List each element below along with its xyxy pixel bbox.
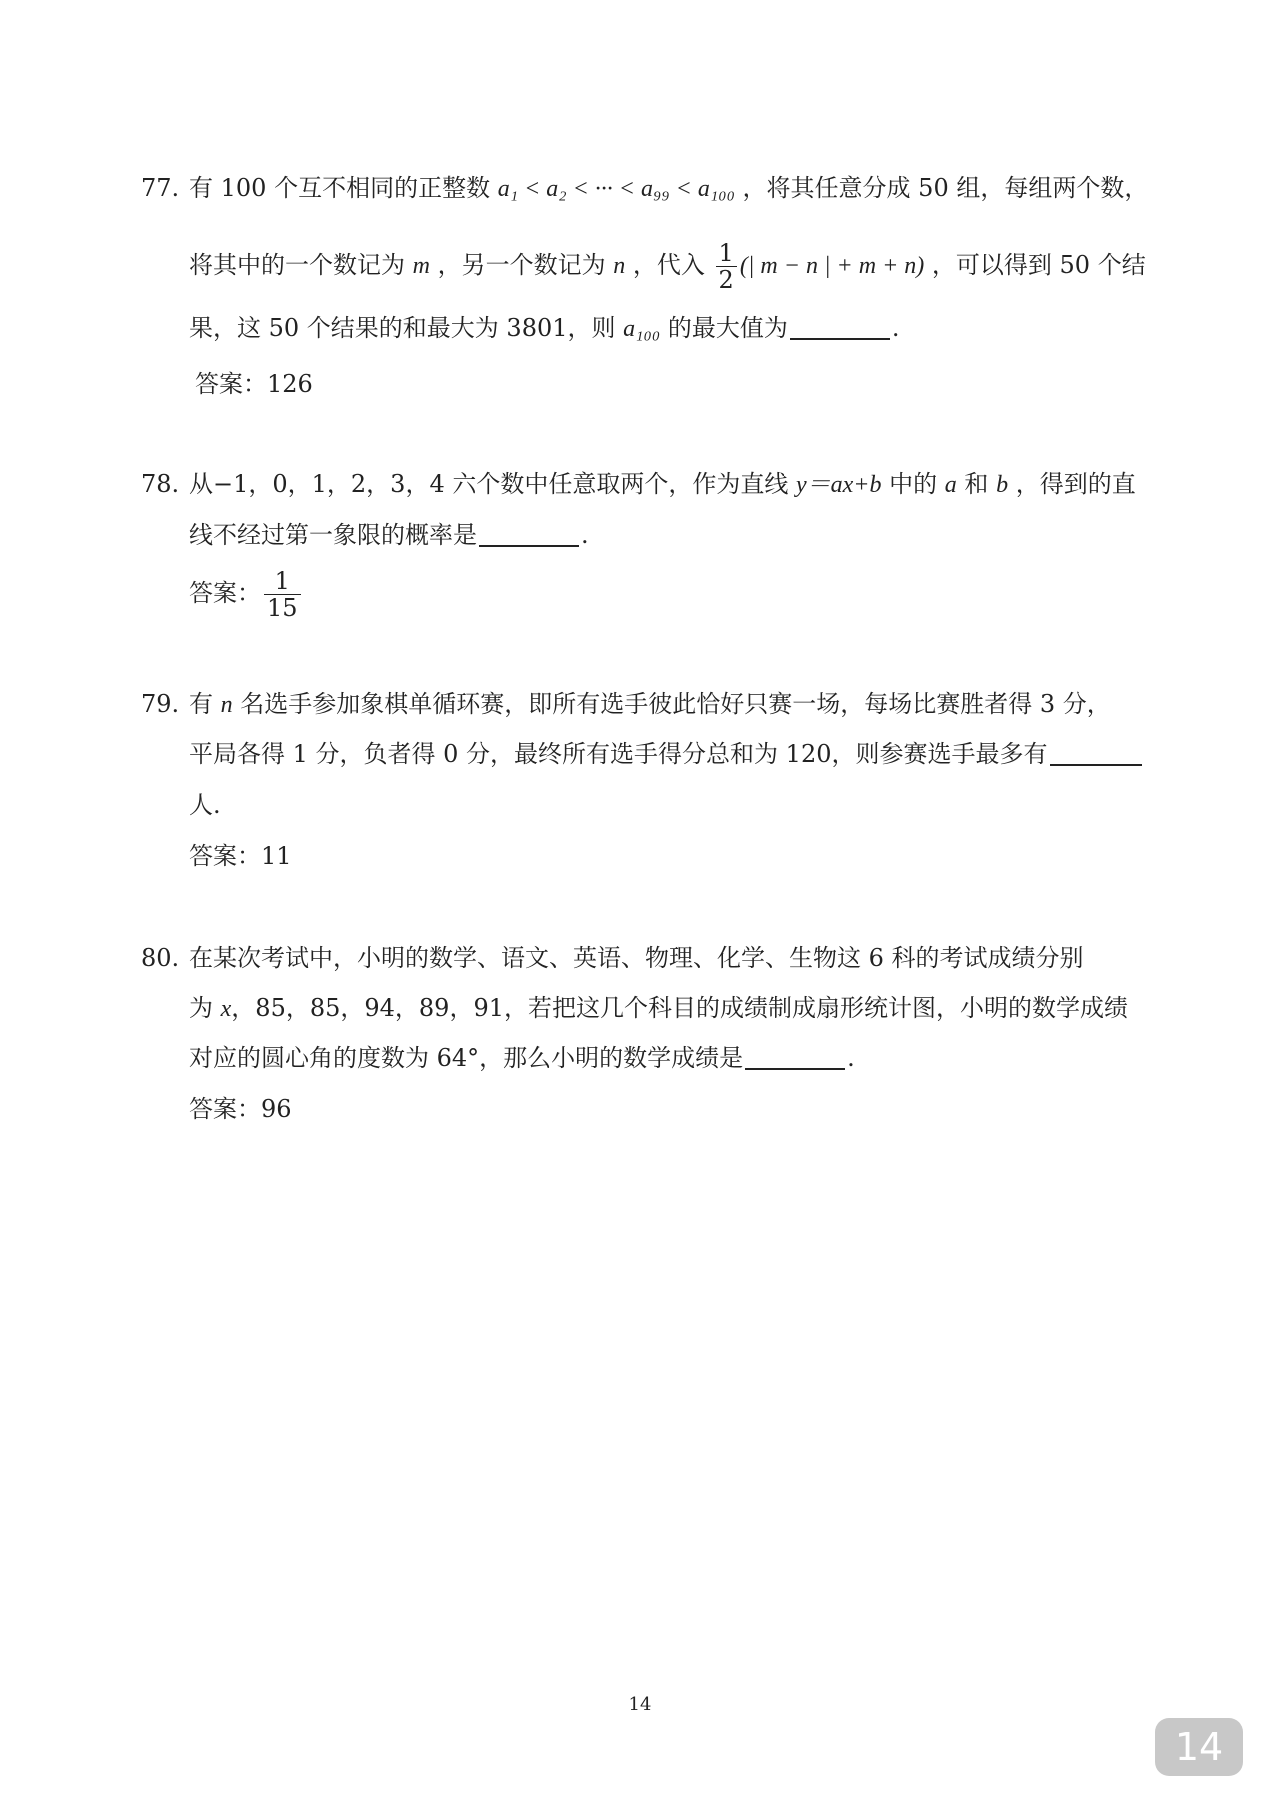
- question-text-line: [189, 519, 589, 551]
- text-span: ，85，85，94，89，91，若把这几个科目的成绩制成扇形统计图，小明的数学成绩: [231, 994, 1128, 1022]
- text-span: 名选手参加象棋单循环赛，即所有选手彼此恰好只赛一场，每场比赛胜者得 3 分，: [240, 690, 1111, 718]
- math-variable: n: [220, 692, 233, 718]
- fraction-numerator: 1: [716, 240, 737, 267]
- text-span: 将其中的一个数记为: [189, 251, 405, 279]
- question-text-line: [189, 738, 1144, 770]
- answer: [189, 568, 304, 621]
- text-span: .: [581, 521, 589, 549]
- math-sequence: a₁ < a₂ < ··· < a₉₉ < a₁₀₀: [497, 176, 735, 202]
- answer-blank: [1050, 738, 1142, 766]
- text-span: 中的: [889, 470, 938, 498]
- question-number: 79.: [141, 690, 180, 718]
- math-variable: n: [613, 253, 626, 279]
- text-span: 有: [189, 690, 213, 718]
- math-equation: y＝ax+b: [796, 472, 882, 498]
- fraction-numerator: 1: [264, 568, 301, 595]
- text-span: 人.: [189, 791, 221, 819]
- text-span: 有 100 个互不相同的正整数: [189, 174, 491, 202]
- math-variable: x: [220, 996, 232, 1022]
- question-text-line: [189, 468, 1136, 501]
- text-span: 平局各得 1 分，负者得 0 分，最终所有选手得分总和为 120，则参赛选手最多有: [189, 740, 1048, 768]
- text-span: ，另一个数记为: [437, 251, 606, 279]
- text-span: 线不经过第一象限的概率是: [189, 521, 477, 549]
- answer-label: 答案：: [189, 579, 261, 607]
- question-text-line: [189, 312, 899, 345]
- text-span: 的最大值为: [667, 314, 788, 342]
- question-text-line: [189, 1042, 855, 1074]
- question-text-line: [189, 172, 1148, 205]
- math-variable: a: [944, 472, 957, 498]
- question-text-line: [189, 942, 1084, 974]
- text-span: .: [847, 1044, 855, 1072]
- text-span: .: [891, 314, 900, 342]
- page-number: 14: [628, 1694, 652, 1715]
- text-span: 为: [189, 994, 213, 1022]
- page-indicator-badge[interactable]: 14: [1155, 1718, 1243, 1776]
- fraction-denominator: 15: [267, 594, 298, 622]
- math-variable: b: [996, 472, 1009, 498]
- text-span: ，将其任意分成 50 组，每组两个数，: [742, 174, 1149, 202]
- answer: 答案：96: [189, 1095, 292, 1123]
- answer-fraction: [264, 568, 301, 621]
- answer: 答案：11: [189, 842, 292, 870]
- text-span: 对应的圆心角的度数为 64°，那么小明的数学成绩是: [189, 1044, 744, 1072]
- question-text-line: [189, 992, 1128, 1025]
- fraction-denominator: 2: [718, 266, 734, 294]
- question-number: 77.: [141, 174, 180, 202]
- text-span: ，得到的直: [1015, 470, 1136, 498]
- question-text-line: [189, 789, 221, 821]
- question-number: 80.: [141, 944, 180, 972]
- text-span: 从−1，0，1，2，3，4 六个数中任意取两个，作为直线: [189, 470, 789, 498]
- answer-blank: [790, 312, 890, 340]
- question-text-line: [189, 240, 1146, 293]
- math-variable: m: [412, 253, 430, 279]
- fraction: [716, 240, 737, 293]
- math-expression: (| m − n | + m + n): [739, 253, 925, 279]
- text-span: 在某次考试中，小明的数学、语文、英语、物理、化学、生物这 6 科的考试成绩分别: [189, 944, 1084, 972]
- question-text-line: [189, 688, 1111, 721]
- math-variable: a₁₀₀: [623, 316, 661, 342]
- text-span: ，可以得到 50 个结: [931, 251, 1146, 279]
- answer-blank: [745, 1042, 845, 1070]
- answer-blank: [479, 519, 579, 547]
- text-span: 和: [964, 470, 989, 498]
- question-number: 78.: [141, 470, 180, 498]
- text-span: ，代入: [632, 251, 705, 279]
- text-span: 果，这 50 个结果的和最大为 3801，则: [189, 314, 616, 342]
- answer: 答案：126: [195, 370, 313, 398]
